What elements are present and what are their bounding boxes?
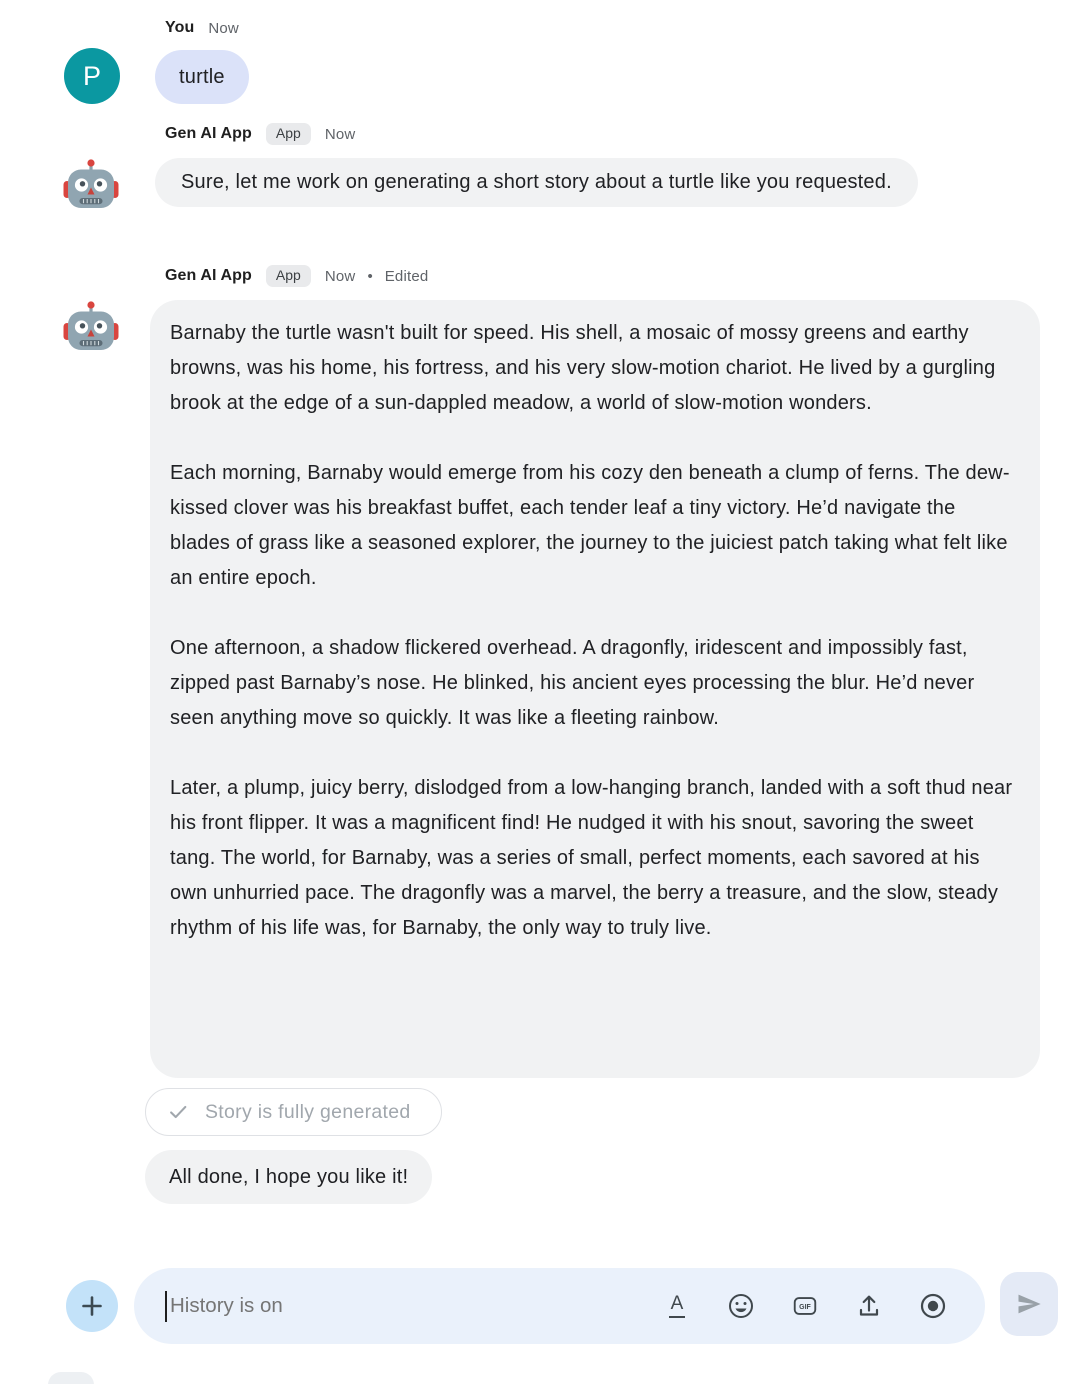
bot-avatar[interactable]	[62, 156, 120, 214]
edited-label: Edited	[384, 267, 429, 285]
cut-off-element	[48, 1372, 94, 1384]
format-text-button[interactable]	[663, 1291, 691, 1321]
gif-icon	[791, 1291, 819, 1321]
send-button[interactable]	[1000, 1272, 1058, 1336]
bot-story-header	[165, 264, 428, 288]
record-icon	[919, 1292, 947, 1320]
robot-icon	[62, 156, 120, 214]
send-icon	[1015, 1290, 1043, 1318]
emoji-icon	[727, 1292, 755, 1320]
bot-avatar[interactable]	[62, 298, 120, 356]
avatar-letter: P	[82, 60, 101, 91]
story-paragraph: Later, a plump, juicy berry, dislodged from a low-hanging branch, landed with a soft thud near his front flipper. It was a magnificent find! He nudged it with his snout, savoring the sweet tang. The world, for Barnaby, was a series of small, perfect moments, each savored at his own unhurried pace. The dragonfly was a marvel, the berry a treasure, and the slow, steady rhythm of his life was, for Barnaby, the only way to truly live.	[170, 777, 1013, 939]
bot-story-bubble	[150, 300, 1040, 1078]
user-avatar[interactable]	[64, 48, 120, 104]
format-text-icon: A	[669, 1294, 686, 1318]
upload-icon	[855, 1292, 883, 1320]
story-paragraph: Each morning, Barnaby would emerge from his cozy den beneath a clump of ferns. The dew-kissed clover was his breakfast buffet, each tender leaf a tiny victory. He’d navigate the blades of grass like a seasoned explorer, the journey to the juiciest patch taking what felt like an entire epoch.	[170, 462, 1010, 589]
user-message-header	[165, 16, 239, 40]
sender-name: Gen AI App	[165, 125, 252, 142]
timestamp: Now	[208, 19, 239, 37]
message-input-pill[interactable]	[134, 1268, 985, 1344]
timestamp: Now	[324, 125, 356, 143]
upload-button[interactable]	[855, 1291, 883, 1321]
gif-button[interactable]	[791, 1291, 819, 1321]
message-input[interactable]	[167, 1294, 663, 1318]
bot-intro-bubble	[155, 158, 918, 207]
edited-separator-dot: •	[367, 267, 373, 285]
emoji-button[interactable]	[727, 1291, 755, 1321]
bot-intro-text: Sure, let me work on generating a short story about a turtle like you requested.	[181, 171, 892, 193]
plus-icon	[79, 1293, 105, 1319]
bot-intro-header	[165, 122, 355, 146]
final-message-bubble: All done, I hope you like it!	[145, 1150, 432, 1204]
plus-button[interactable]	[66, 1280, 118, 1332]
compose-toolbar	[663, 1291, 985, 1321]
user-message-bubble: turtle	[155, 50, 249, 104]
story-paragraph: One afternoon, a shadow flickered overhead. A dragonfly, iridescent and impossibly fast, zipped past Barnaby’s nose. He blinked, his ancient eyes processing the blur. He’d never seen anything move so quickly. It was like a fleeting rainbow.	[170, 637, 975, 729]
app-badge: App	[266, 265, 311, 286]
app-badge: App	[266, 123, 311, 144]
robot-icon	[62, 298, 120, 356]
checkmark-icon	[167, 1101, 189, 1123]
record-button[interactable]	[919, 1291, 947, 1321]
status-chip[interactable]	[145, 1088, 442, 1136]
svg-text:GIF: GIF	[799, 1304, 811, 1312]
story-paragraph: Barnaby the turtle wasn't built for speed. His shell, a mosaic of mossy greens and earthy browns, was his home, his fortress, and his very slow-motion chariot. He lived by a gurgling brook at the edge of a sun-dappled meadow, a world of slow-motion wonders.	[170, 322, 996, 414]
status-chip-label: Story is fully generated	[205, 1100, 411, 1123]
timestamp: Now	[324, 267, 356, 285]
sender-name: You	[165, 19, 195, 36]
sender-name: Gen AI App	[165, 267, 252, 284]
